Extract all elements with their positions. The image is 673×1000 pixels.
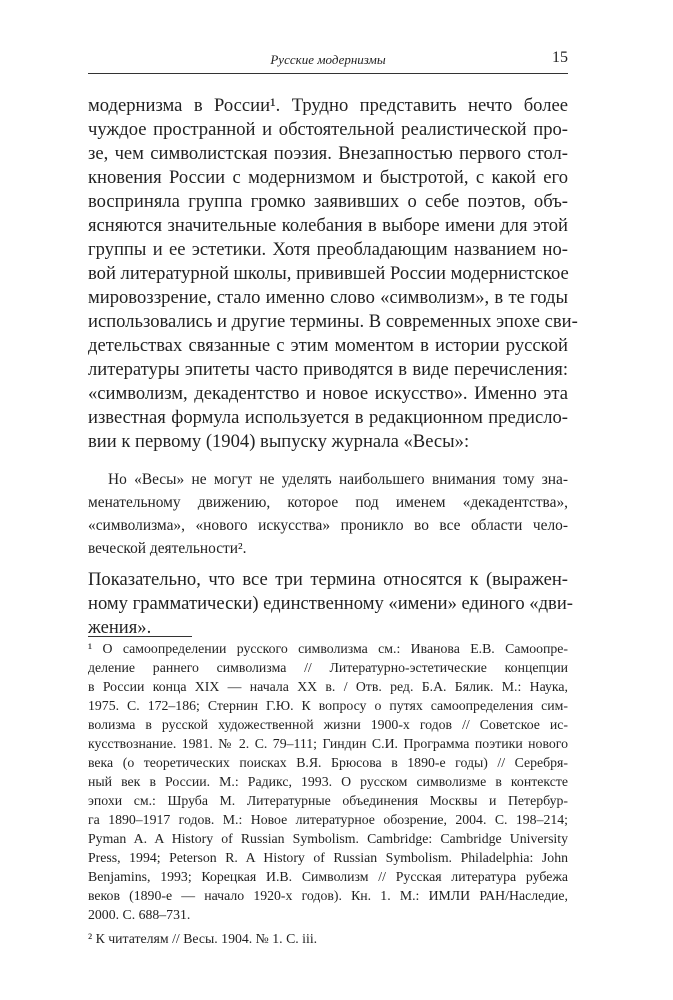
text-line: ному грамматически) единственному «имени» единого «дви- xyxy=(88,593,573,614)
quote-line: веческой деятельности². xyxy=(88,540,247,557)
footnote-line: эпохи см.: Шруба М. Литературные объединения Москвы и Петербур- xyxy=(88,793,568,808)
text-line: ясняются значительные колебания в выборе имени для этой xyxy=(88,215,568,236)
text-line: Показательно, что все три термина относятся к (выражен- xyxy=(88,569,568,590)
text-line: «символизм, декадентство и новое искусство». Именно эта xyxy=(88,383,568,404)
text-line: зе, чем символистская поэзия. Внезапностью первого стол- xyxy=(88,143,568,164)
text-line: модернизма в России¹. Трудно представить нечто более xyxy=(88,95,568,116)
footnote-line: века (о теоретических поисках В.Я. Брюсова в 1890-е годы) // Серебря- xyxy=(88,755,568,770)
text-line: восприняла группа громко заявивших о себе поэтов, объ- xyxy=(88,191,568,212)
text-line: литературы эпитеты часто приводятся в виде перечисления: xyxy=(88,359,568,380)
footnote-line: 2000. С. 688–731. xyxy=(88,907,191,922)
text-line: известная формула используется в редакционном предисло- xyxy=(88,407,568,428)
quote-line: менательному движению, которое под именем «декадентства», xyxy=(88,494,568,511)
quote-line: «символизма», «нового искусства» проникло во все области чело- xyxy=(88,517,568,534)
text-line: использовались и другие термины. В современных эпохе сви- xyxy=(88,311,578,332)
footnote-line: га 1890–1917 годов. М.: Новое литературное обозрение, 2004. С. 198–214; xyxy=(88,812,568,827)
footnote-2: ² К читателям // Весы. 1904. № 1. С. iii. xyxy=(88,931,318,946)
text-line: жения». xyxy=(88,617,152,638)
footnote-line: ный век в России. М.: Радикс, 1993. О русском символизме в контексте xyxy=(88,774,568,789)
footnote-line: в России конца XIX — начала XX в. / Отв. ред. Б.А. Бялик. М.: Наука, xyxy=(88,679,568,694)
quote-line: Но «Весы» не могут не уделять наибольшего внимания тому зна- xyxy=(108,471,568,488)
footnote-line: веков (1890-е — начало 1920-х годов). Кн. 1. М.: ИМЛИ РАН/Наследие, xyxy=(88,888,568,903)
footnote-line: волизма в русской художественной жизни 1900-х годов // Советское ис- xyxy=(88,717,568,732)
running-title: Русские модернизмы xyxy=(270,52,386,67)
text-line: вии к первому (1904) выпуску журнала «Весы»: xyxy=(88,431,470,452)
text-line: чуждое пространной и обстоятельной реалистической про- xyxy=(88,119,568,140)
footnote-line: деление раннего символизма // Литературно-эстетические концепции xyxy=(88,660,568,675)
footnote-line: кусствознание. 1981. № 2. С. 79–111; Гиндин С.И. Программа поэтики нового xyxy=(88,736,568,751)
footnote-line: 1975. С. 172–186; Стернин Г.Ю. К вопросу о путях самоопределения сим- xyxy=(88,698,568,713)
text-line: мировоззрение, стало именно слово «символизм», в те годы xyxy=(88,287,568,308)
footnote-line: Pyman A. A History of Russian Symbolism. Cambridge: Cambridge University xyxy=(88,831,568,846)
header-rule xyxy=(88,73,568,74)
footnote-line: ¹ О самоопределении русского символизма см.: Иванова Е.В. Самоопре- xyxy=(88,641,568,656)
running-header xyxy=(88,49,568,74)
text-line: кновения России с модернизмом и быстротой, с какой его xyxy=(88,167,568,188)
text-line: детельствах связанные с этим моментом в истории русской xyxy=(88,335,568,356)
text-line: группы и ее эстетики. Хотя преобладающим названием но- xyxy=(88,239,568,260)
footnote-line: Press, 1994; Peterson R. A History of Russian Symbolism. Philadelphia: John xyxy=(88,850,568,865)
footnote-line: Benjamins, 1993; Корецкая И.В. Символизм // Русская литература рубежа xyxy=(88,869,568,884)
footnote-rule xyxy=(88,636,192,637)
text-line: вой литературной школы, привившей России модернистское xyxy=(88,263,569,284)
page-number: 15 xyxy=(552,49,568,66)
